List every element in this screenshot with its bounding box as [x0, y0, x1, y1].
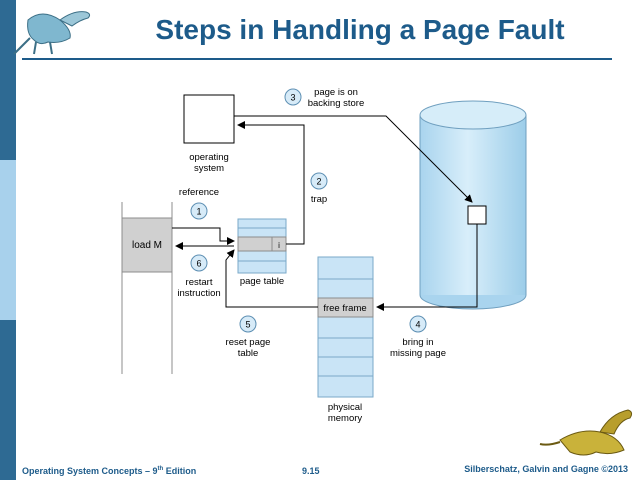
operating-system-box: [184, 95, 234, 143]
restart-label-line2: instruction: [177, 288, 221, 299]
dinosaur-logo-icon: [14, 12, 90, 54]
reference-label: reference: [178, 187, 220, 198]
free-frame-label: free frame: [323, 303, 367, 314]
reset-page-table-label-line1: reset page: [225, 337, 271, 348]
page-on-backing-store-label-line2: backing store: [307, 98, 365, 109]
footer-book-prefix: Operating System Concepts – 9: [22, 466, 158, 476]
step-2-marker: [311, 173, 327, 189]
restart-label-line1: restart: [185, 277, 213, 288]
bring-in-label-line2: missing page: [390, 348, 446, 359]
step-1-number: 1: [196, 206, 202, 217]
page-table-label: page table: [239, 276, 285, 287]
physical-memory-label-line1: physical: [327, 402, 363, 413]
step-1-marker: [191, 203, 207, 219]
bring-in-label-line1: bring in: [402, 337, 434, 348]
step-4-marker: [410, 316, 426, 332]
footer-page-number: 9.15: [302, 466, 320, 476]
backing-store-disk: [420, 101, 526, 309]
load-m-label: load M: [131, 240, 163, 251]
step-6-marker: [191, 255, 207, 271]
slide-title: Steps in Handling a Page Fault: [155, 14, 565, 45]
step-3-marker: [285, 89, 301, 105]
reset-page-table-label-line2: table: [237, 348, 259, 359]
footer-copyright: Silberschatz, Galvin and Gagne ©2013: [464, 464, 628, 474]
valid-invalid-bit: i: [278, 241, 280, 250]
missing-page-block: [468, 206, 486, 224]
footer-book-sup: th: [157, 466, 164, 472]
step-5-number: 5: [245, 319, 251, 330]
physical-memory-label-line2: memory: [327, 413, 363, 424]
os-label-line1: operating: [189, 152, 229, 163]
page-on-backing-store-label-line1: page is on: [314, 87, 358, 98]
dinosaur-logo-bottom-icon: [540, 410, 632, 455]
step-3-number: 3: [290, 92, 296, 103]
os-label-line2: system: [193, 163, 225, 174]
footer-book-suffix: Edition: [163, 466, 197, 476]
step-2-number: 2: [316, 176, 322, 187]
step-4-number: 4: [415, 319, 421, 330]
trap-label: trap: [310, 194, 328, 205]
footer-book-title: [22, 466, 196, 476]
reference-arrow: [172, 228, 234, 241]
disk-top: [420, 101, 526, 129]
step-5-marker: [240, 316, 256, 332]
step-6-number: 6: [196, 258, 202, 269]
